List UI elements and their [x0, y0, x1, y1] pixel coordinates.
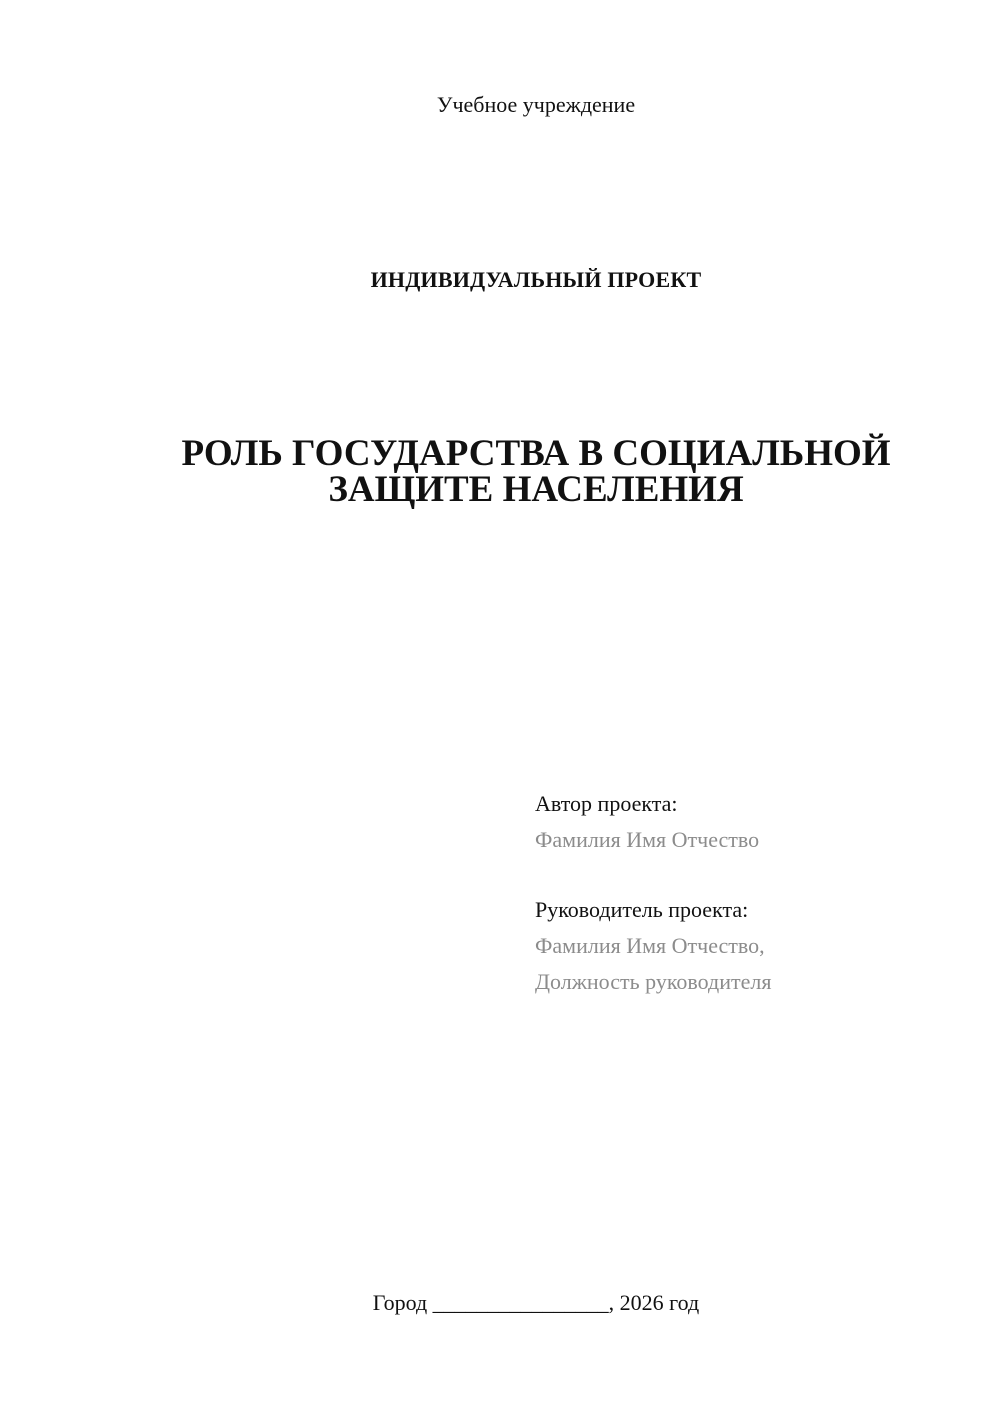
project-meta [535, 786, 771, 1000]
supervisor-position: Должность руководителя [535, 969, 772, 994]
institution-name: Учебное учреждение [436, 92, 636, 117]
author-name: Фамилия Имя Отчество [535, 827, 760, 852]
supervisor-name: Фамилия Имя Отчество, [535, 933, 765, 958]
project-title [0, 433, 1000, 510]
project-type-heading: ИНДИВИДУАЛЬНЫЙ ПРОЕКТ [370, 267, 702, 292]
project-title-line-2: ЗАЩИТЕ НАСЕЛЕНИЯ [328, 469, 744, 510]
supervisor-label: Руководитель проекта: [535, 897, 749, 922]
project-title-line-1: РОЛЬ ГОСУДАРСТВА В СОЦИАЛЬНОЙ [181, 433, 891, 474]
author-label: Автор проекта: [535, 791, 678, 816]
city-year-line: Город ________________, 2026 год [372, 1290, 700, 1315]
meta-spacer [535, 858, 771, 892]
